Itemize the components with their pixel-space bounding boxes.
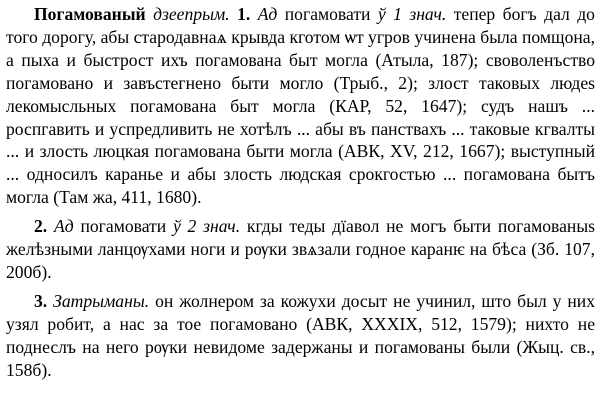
sense-1-text: тепер богъ дал до того дорогу, абы стародавнаѧ крывда кготом ѡт угров учинена была помщона, а пыха и быстрост ихъ погамована быт могла (Атыла, 187); своволенъство погамовано и завъстегнено быти могло (Трыб., 2); злост таковых людеѕ лекомысльных погамована быт могла (КАР, 52, 1647); судъ нашъ ... роспгавить и успредливить не хотѣлъ ... абы въ панствахъ ... таковые кгвалты ... и злость люцкая погамована быти могла (АВК, XV, 212, 1667); выступный ... односилъ каранье и абы злость людская срокгостью ... погамована бытъ могла (Там жа, 411, 1680).: [6, 4, 595, 208]
sense-1-ref-word: погамовати: [284, 4, 371, 24]
sense-1-ref-sense: ў 1 знач.: [377, 4, 447, 24]
sense-2-text: кгды теды дїавол не могъ быти погамованыѕ желѣзными ланцѹхами ноги и рѹки звѧзали годное каранѥ на бѣса (Зб. 107, 200б).: [6, 216, 595, 282]
sense-2-ref-prefix: Ад: [54, 216, 74, 237]
sense-1-number: 1.: [237, 4, 251, 24]
sense-2-ref-word: погамовати: [80, 216, 167, 237]
sense-2-paragraph: [6, 215, 595, 284]
part-of-speech: дзеепрым.: [153, 4, 230, 24]
sense-2-number: 2.: [34, 216, 48, 237]
sense-3-text: он жолнером за кожухи досыт не учинил, што был у них узял робит, а нас за тое погамовано (АВК, XXXIX, 512, 1579); нихто не поднеслъ на него рѹки невидоме задержаны и погамованы были (Жыц. св., 158б).: [6, 290, 595, 380]
headword: Погамованый: [34, 4, 146, 24]
sense-3-ref-prefix: Затрыманы.: [53, 290, 150, 311]
sense-3-paragraph: [6, 290, 595, 382]
sense-1-paragraph: [6, 3, 595, 209]
sense-2-ref-sense: ў 2 знач.: [172, 216, 241, 237]
sense-3-number: 3.: [34, 290, 48, 311]
sense-1-ref-prefix: Ад: [257, 4, 278, 24]
